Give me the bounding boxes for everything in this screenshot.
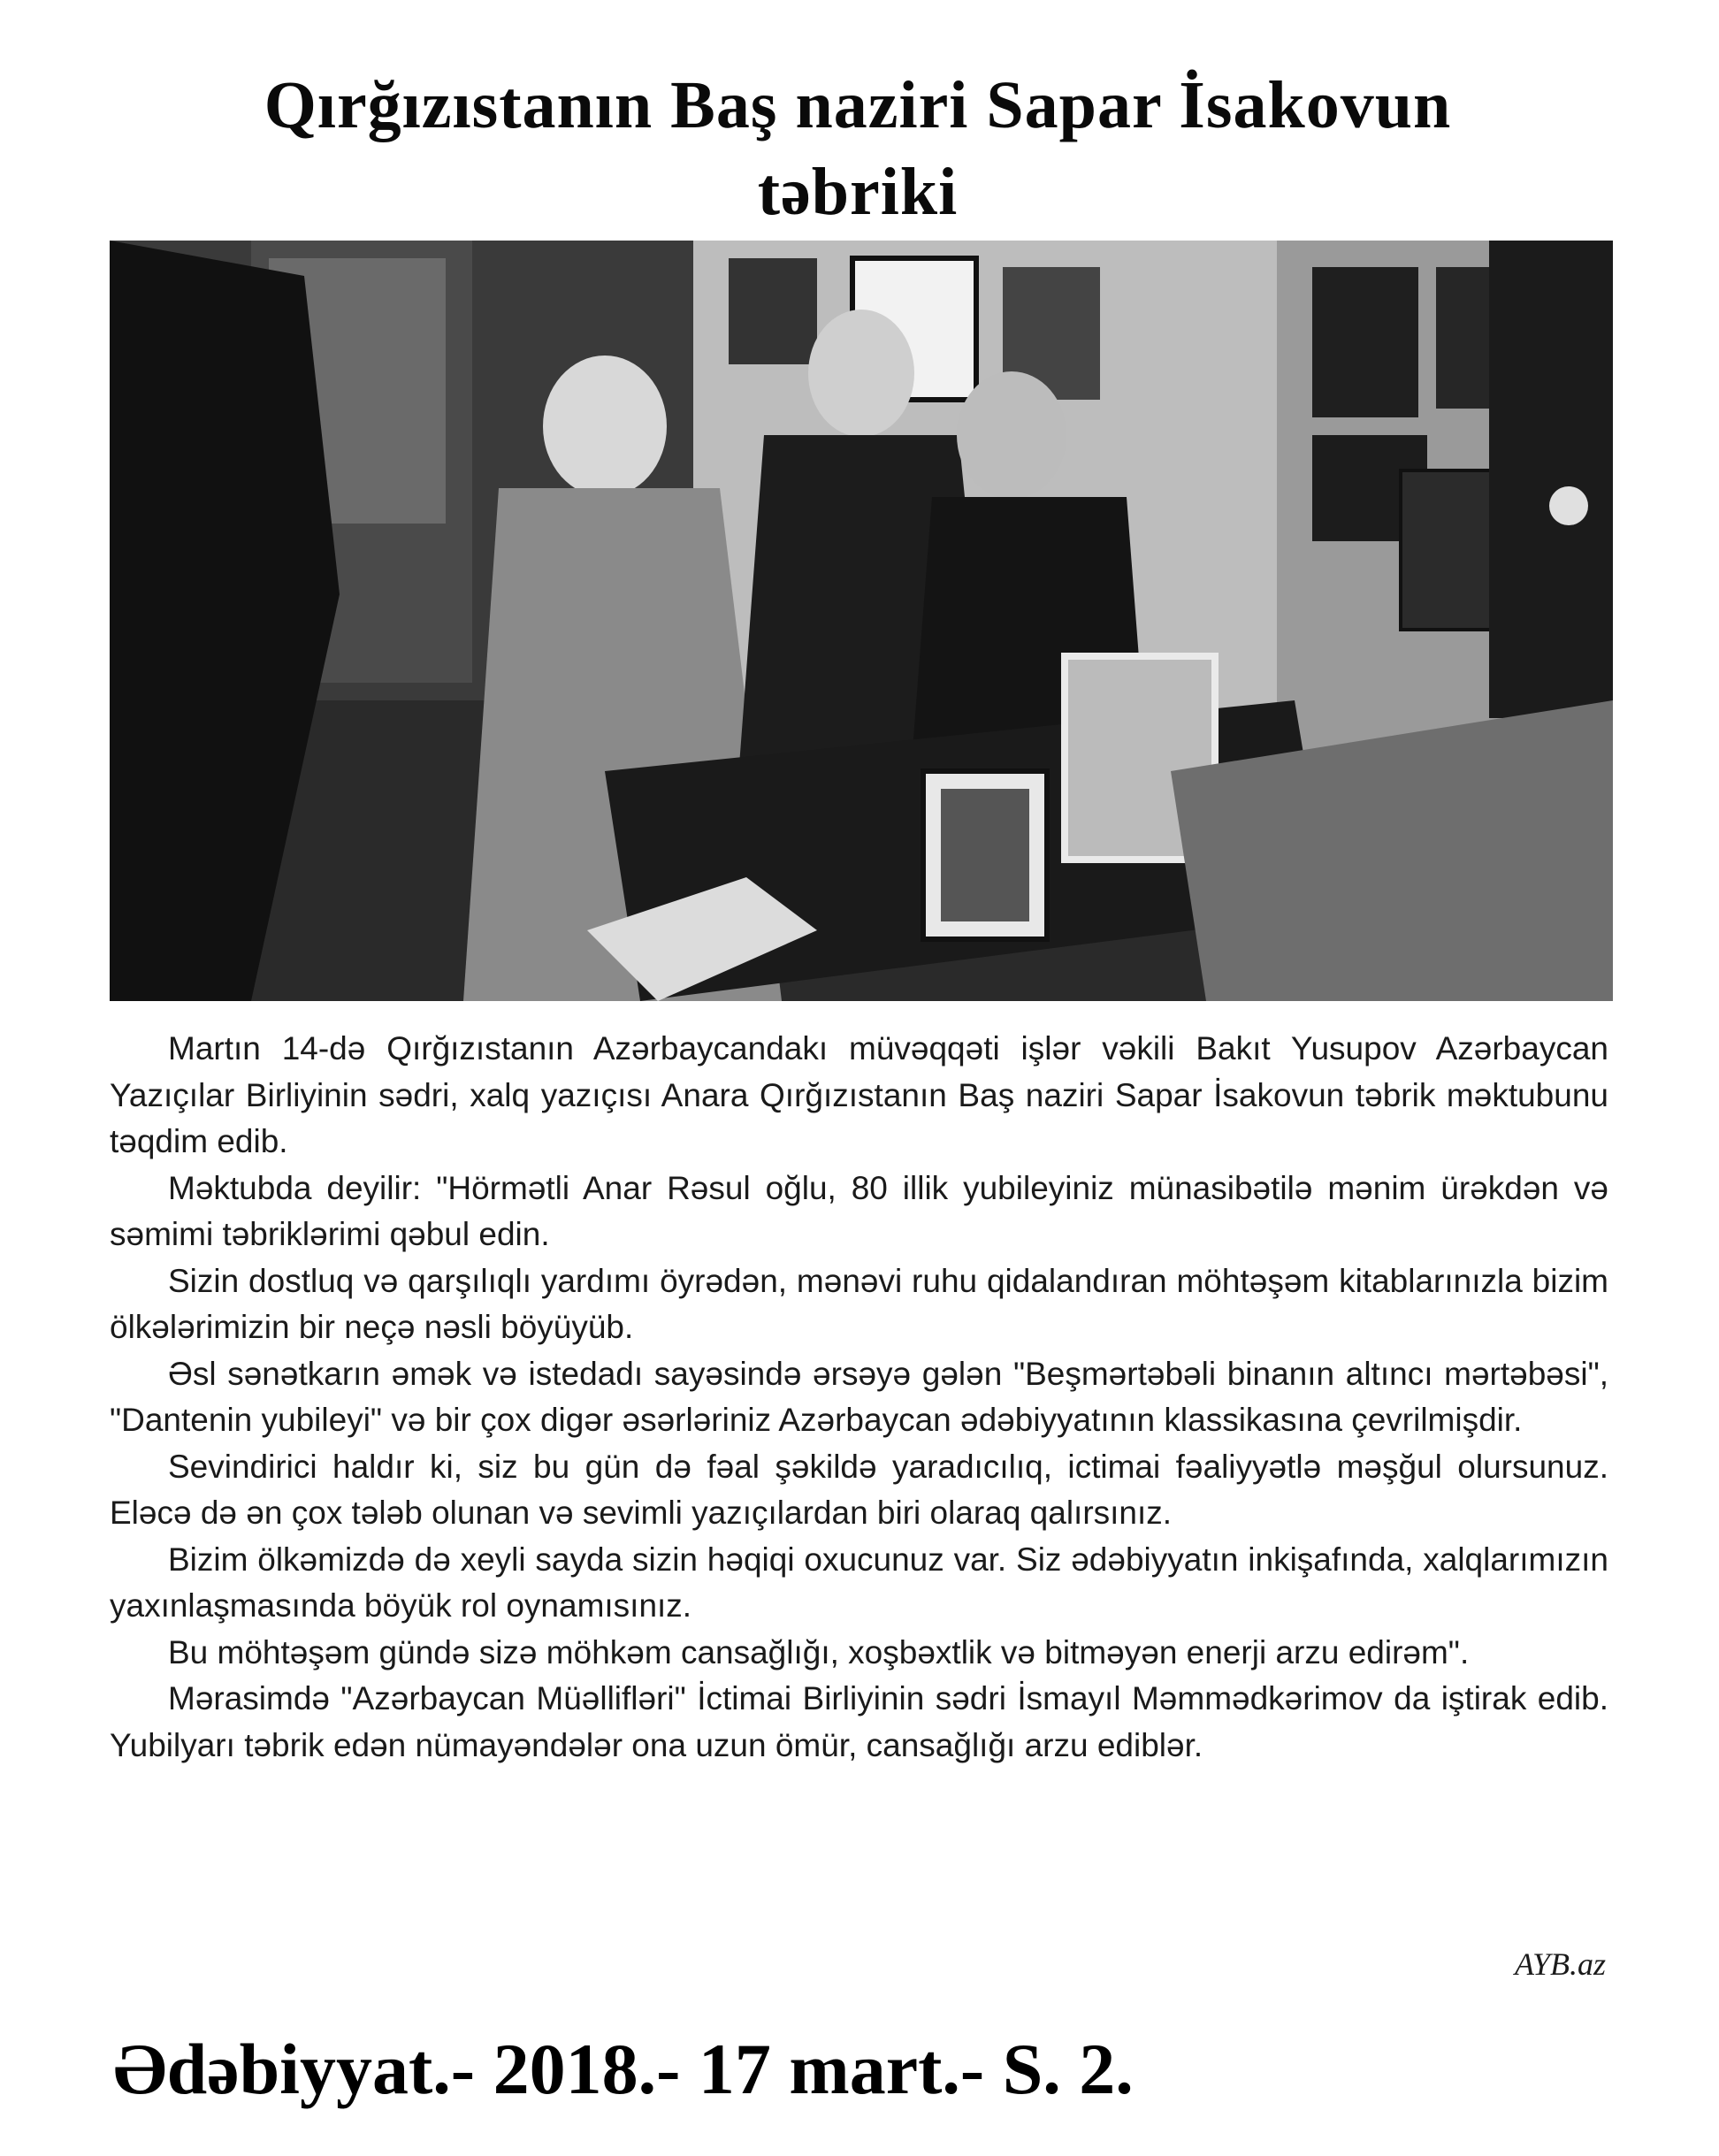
- newspaper-photo-icon: [110, 241, 1613, 1001]
- article-body: [110, 1026, 1608, 1769]
- paragraph: Mərasimdə "Azərbaycan Müəllifləri" İctimai Birliyinin sədri İsmayıl Məmmədkərimov da iştirak edib. Yubilyarı təbrik edən nümayəndələr ona uzun ömür, cansağlığı arzu ediblər.: [110, 1680, 1608, 1763]
- headline-line-1: Qırğızıstanın Baş naziri Sapar İsakovun: [264, 68, 1452, 142]
- headline-line-2: təbriki: [757, 155, 959, 229]
- paragraph: Məktubda deyilir: "Hörmətli Anar Rəsul oğlu, 80 illik yubileyiniz münasibətilə mənim ürəkdən və səmimi təbriklərimi qəbul edin.: [110, 1169, 1608, 1252]
- publication-citation: Ədəbiyyat.- 2018.- 17 mart.- S. 2.: [113, 2029, 1134, 2109]
- paragraph: Sizin dostluq və qarşılıqlı yardımı öyrədən, mənəvi ruhu qidalandıran möhtəşəm kitablarınızla bizim ölkələrimizin bir neçə nəsli böyüyüb.: [110, 1262, 1608, 1345]
- news-photo: [110, 241, 1613, 1001]
- paragraph: Martın 14-də Qırğızıstanın Azərbaycandakı müvəqqəti işlər vəkili Bakıt Yusupov Azərbaycan Yazıçılar Birliyinin sədri, xalq yazıçısı Anara Qırğızıstanın Baş naziri Sapar İsakovun təbrik məktubunu təqdim edib.: [110, 1030, 1608, 1159]
- paragraph: Bizim ölkəmizdə də xeyli sayda sizin həqiqi oxucunuz var. Siz ədəbiyyatın inkişafında, xalqlarımızın yaxınlaşmasında böyük rol oynamısınız.: [110, 1541, 1608, 1624]
- paragraph: Sevindirici haldır ki, siz bu gün də fəal şəkildə yaradıcılıq, ictimai fəaliyyətlə məşğul olursunuz. Eləcə də ən çox tələb olunan və sevimli yazıçılardan biri olaraq qalırsınız.: [110, 1448, 1608, 1531]
- article-source: AYB.az: [1514, 1946, 1606, 1982]
- paragraph: Bu möhtəşəm gündə sizə möhkəm cansağlığı, xoşbəxtlik və bitməyən enerji arzu edirəm".: [168, 1633, 1470, 1671]
- page-title: [106, 62, 1609, 235]
- paragraph: Əsl sənətkarın əmək və istedadı sayəsində ərsəyə gələn "Beşmərtəbəli binanın altıncı mərtəbəsi", "Dantenin yubileyi" və bir çox digər əsərləriniz Azərbaycan ədəbiyyatının klassikasına çevrilmişdir.: [110, 1355, 1608, 1438]
